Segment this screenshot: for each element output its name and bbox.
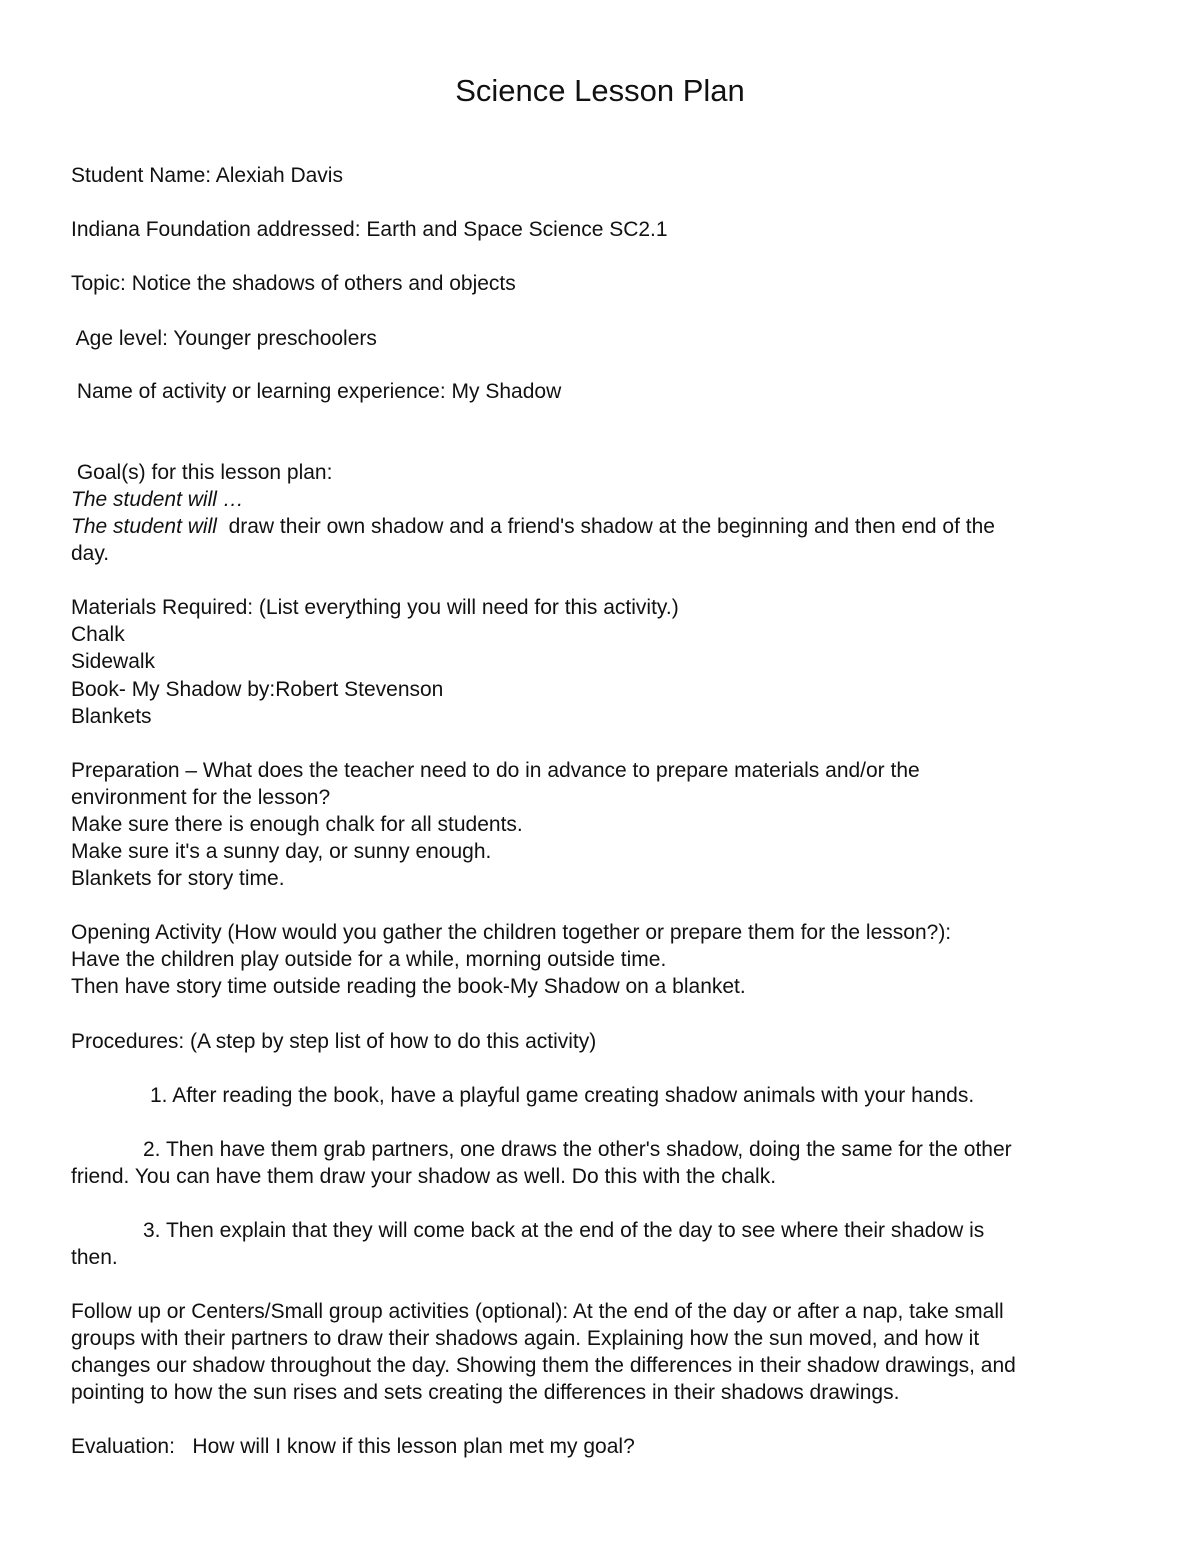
opening-heading: Opening Activity (How would you gather the children together or prepare them for the lesson?): [71, 921, 952, 944]
procedures-heading: Procedures: (A step by step list of how to do this activity) [71, 1030, 597, 1053]
procedure-step-3-cont: then. [71, 1246, 118, 1269]
opening-line: Have the children play outside for a while, morning outside time. [71, 948, 667, 971]
preparation-item: Make sure it's a sunny day, or sunny enough. [71, 840, 492, 863]
follow-up-line: Follow up or Centers/Small group activities (optional): At the end of the day or after a nap, take small [71, 1300, 1004, 1323]
procedure-step-1: 1. After reading the book, have a playful game creating shadow animals with your hands. [150, 1084, 975, 1107]
topic: Topic: Notice the shadows of others and objects [71, 272, 516, 295]
follow-up-line: changes our shadow throughout the day. Showing them the differences in their shadow drawings, and [71, 1354, 1016, 1377]
opening-line: Then have story time outside reading the book-My Shadow on a blanket. [71, 975, 746, 998]
goals-line-2 [71, 513, 995, 540]
follow-up-line: pointing to how the sun rises and sets creating the differences in their shadows drawings. [71, 1381, 900, 1404]
procedure-step-3: 3. Then explain that they will come back at the end of the day to see where their shadow is [143, 1219, 985, 1242]
goals-line-1: The student will … [71, 488, 244, 511]
material-item: Chalk [71, 623, 125, 646]
preparation-item: Make sure there is enough chalk for all students. [71, 813, 523, 836]
activity-name: Name of activity or learning experience: My Shadow [71, 380, 562, 403]
indiana-foundation: Indiana Foundation addressed: Earth and Space Science SC2.1 [71, 218, 668, 241]
page-title: Science Lesson Plan [455, 73, 745, 108]
material-item: Blankets [71, 705, 152, 728]
preparation-heading-1: Preparation – What does the teacher need to do in advance to prepare materials and/or the [71, 759, 920, 782]
goals-line-2-rest: draw their own shadow and a friend's shadow at the beginning and then end of the [222, 515, 995, 538]
material-item: Book- My Shadow by:Robert Stevenson [71, 678, 444, 701]
preparation-item: Blankets for story time. [71, 867, 285, 890]
evaluation: Evaluation: How will I know if this lesson plan met my goal? [71, 1435, 635, 1458]
goals-line-2-italic: The student will [71, 515, 223, 538]
goals-heading: Goal(s) for this lesson plan: [71, 461, 333, 484]
material-item: Sidewalk [71, 650, 156, 673]
materials-heading: Materials Required: (List everything you will need for this activity.) [71, 596, 679, 619]
follow-up-line: groups with their partners to draw their shadows again. Explaining how the sun moved, and how it [71, 1327, 980, 1350]
student-name: Student Name: Alexiah Davis [71, 164, 343, 187]
procedure-step-2-cont: friend. You can have them draw your shadow as well. Do this with the chalk. [71, 1165, 777, 1188]
age-level: Age level: Younger preschoolers [71, 327, 377, 350]
procedure-step-2: 2. Then have them grab partners, one draws the other's shadow, doing the same for the other [143, 1138, 1012, 1161]
goals-line-3: day. [71, 542, 110, 565]
preparation-heading-2: environment for the lesson? [71, 786, 331, 809]
